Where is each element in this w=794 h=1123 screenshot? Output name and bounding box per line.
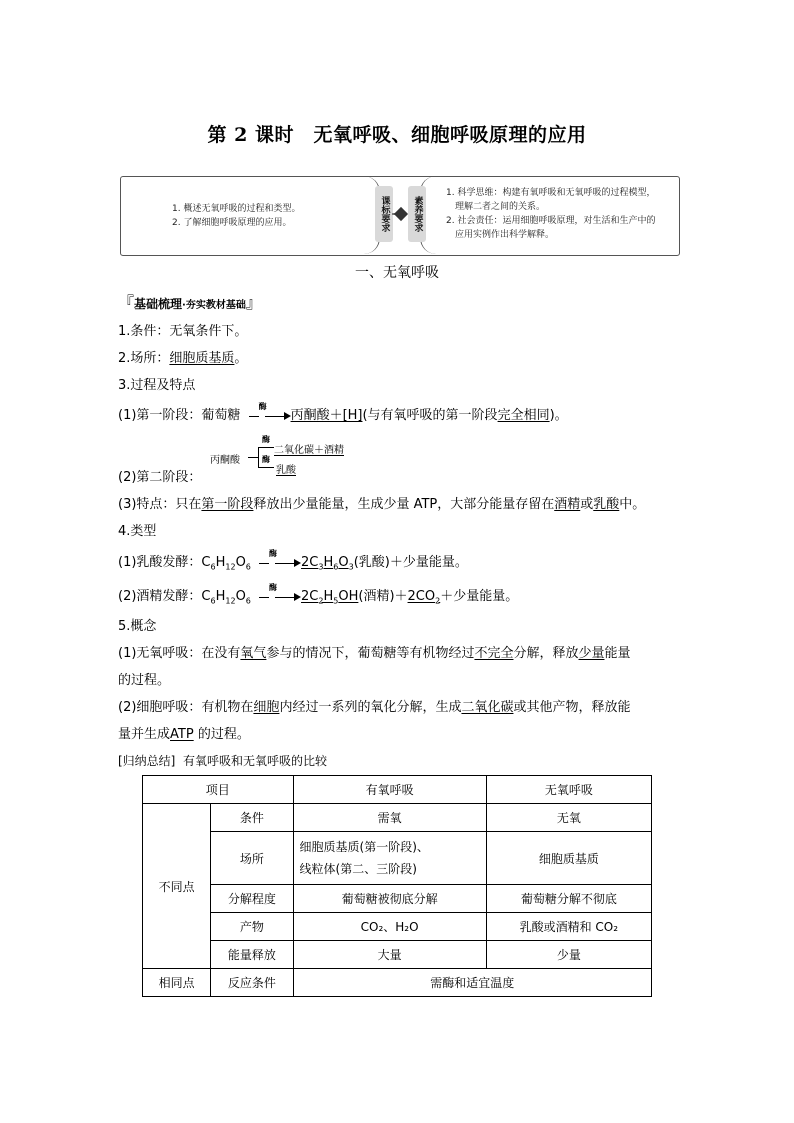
literacy-tag: 素养要求 bbox=[408, 186, 426, 242]
section-title: 一、无氧呼吸 bbox=[355, 265, 439, 281]
table-row: 产物 CO₂、H₂O 乳酸或酒精和 CO₂ bbox=[143, 913, 652, 941]
pyruvate-branch-diagram: 丙酮酸 酶 酶 二氧化碳＋酒精 乳酸 bbox=[210, 435, 344, 476]
header-item: 项目 bbox=[143, 776, 294, 804]
header-aerobic: 有氧呼吸 bbox=[293, 776, 486, 804]
summary-heading: [归纳总结] 有氧呼吸和无氧呼吸的比较 bbox=[118, 754, 328, 768]
alcohol-fermentation-line: (2)酒精发酵：$C_6H_{12}O_6$ 酶 $2C_2H_5OH$(酒精)$+2CO_2+$少量能量。 bbox=[118, 582, 519, 606]
basis-heading: 『基础梳理·夯实教材基础』 bbox=[118, 293, 262, 312]
text-line: (2)细胞呼吸：有机物在细胞内经过一系列的氧化分解，生成二氧化碳或其他产物，释放能 bbox=[118, 700, 631, 715]
basis-sub: ·夯实教材基础 bbox=[182, 300, 246, 311]
text-line: 3.过程及特点 bbox=[118, 378, 196, 393]
enzyme-arrow-icon: 酶 bbox=[255, 590, 301, 604]
text-line: 4.类型 bbox=[118, 524, 157, 539]
table-row: 场所 细胞质基质(第一阶段)、 线粒体(第二、三阶段) 细胞质基质 bbox=[143, 832, 652, 885]
curriculum-item: 1. 概述无氧呼吸的过程和类型。 bbox=[172, 204, 301, 214]
table-row bbox=[143, 776, 652, 804]
text-line: 2.场所：细胞质基质。 bbox=[118, 351, 248, 366]
literacy-item: 2. 社会责任：运用细胞呼吸原理，对生活和生产中的 bbox=[446, 216, 656, 226]
table-row: 相同点 反应条件 需酶和适宜温度 bbox=[143, 969, 652, 997]
curriculum-tag: 课标要求 bbox=[375, 186, 393, 242]
text-line: (3)特点：只在第一阶段释放出少量能量，生成少量 ATP，大部分能量存留在酒精或乳酸中。 bbox=[118, 497, 646, 512]
text-line: (2)第二阶段： bbox=[118, 470, 202, 485]
text-line: 5.概念 bbox=[118, 619, 157, 634]
lactic-fermentation-line: (1)乳酸发酵：$C_6H_{12}O_6$ 酶 $2C_3H_6O_3$(乳酸)＋少量能量。 bbox=[118, 548, 468, 572]
curriculum-requirements bbox=[172, 202, 300, 230]
page-title: 第 2 课时 无氧呼吸、细胞呼吸原理的应用 bbox=[207, 124, 587, 146]
comparison-table bbox=[142, 775, 652, 997]
diff-label: 不同点 bbox=[143, 804, 211, 969]
text-line: (1)无氧呼吸：在没有氧气参与的情况下，葡萄糖等有机物经过不完全分解，释放少量能量 bbox=[118, 646, 631, 661]
header-anaerobic: 无氧呼吸 bbox=[486, 776, 651, 804]
text-line: 1.条件：无氧条件下。 bbox=[118, 324, 248, 339]
same-label: 相同点 bbox=[143, 969, 211, 997]
curriculum-item: 2. 了解细胞呼吸原理的应用。 bbox=[172, 218, 292, 228]
literacy-requirements bbox=[446, 186, 655, 242]
text-line: 量并生成ATP 的过程。 bbox=[118, 727, 250, 742]
table-row: 分解程度 葡萄糖被彻底分解 葡萄糖分解不彻底 bbox=[143, 885, 652, 913]
basis-label: 基础梳理 bbox=[134, 297, 183, 311]
literacy-item: 应用实例作出科学解释。 bbox=[446, 230, 555, 240]
table-row: 不同点 条件 需氧 无氧 bbox=[143, 804, 652, 832]
text-line: 的过程。 bbox=[118, 673, 171, 688]
table-row: 能量释放 大量 少量 bbox=[143, 941, 652, 969]
enzyme-arrow-icon: 酶 bbox=[245, 409, 291, 423]
text-line: (1)第一阶段：葡萄糖 酶 丙酮酸＋[H](与有氧呼吸的第一阶段完全相同)。 bbox=[118, 401, 568, 423]
enzyme-arrow-icon: 酶 bbox=[255, 556, 301, 570]
literacy-item: 1. 科学思维：构建有氧呼吸和无氧呼吸的过程模型， bbox=[446, 188, 656, 198]
literacy-item: 理解二者之间的关系。 bbox=[446, 202, 546, 212]
